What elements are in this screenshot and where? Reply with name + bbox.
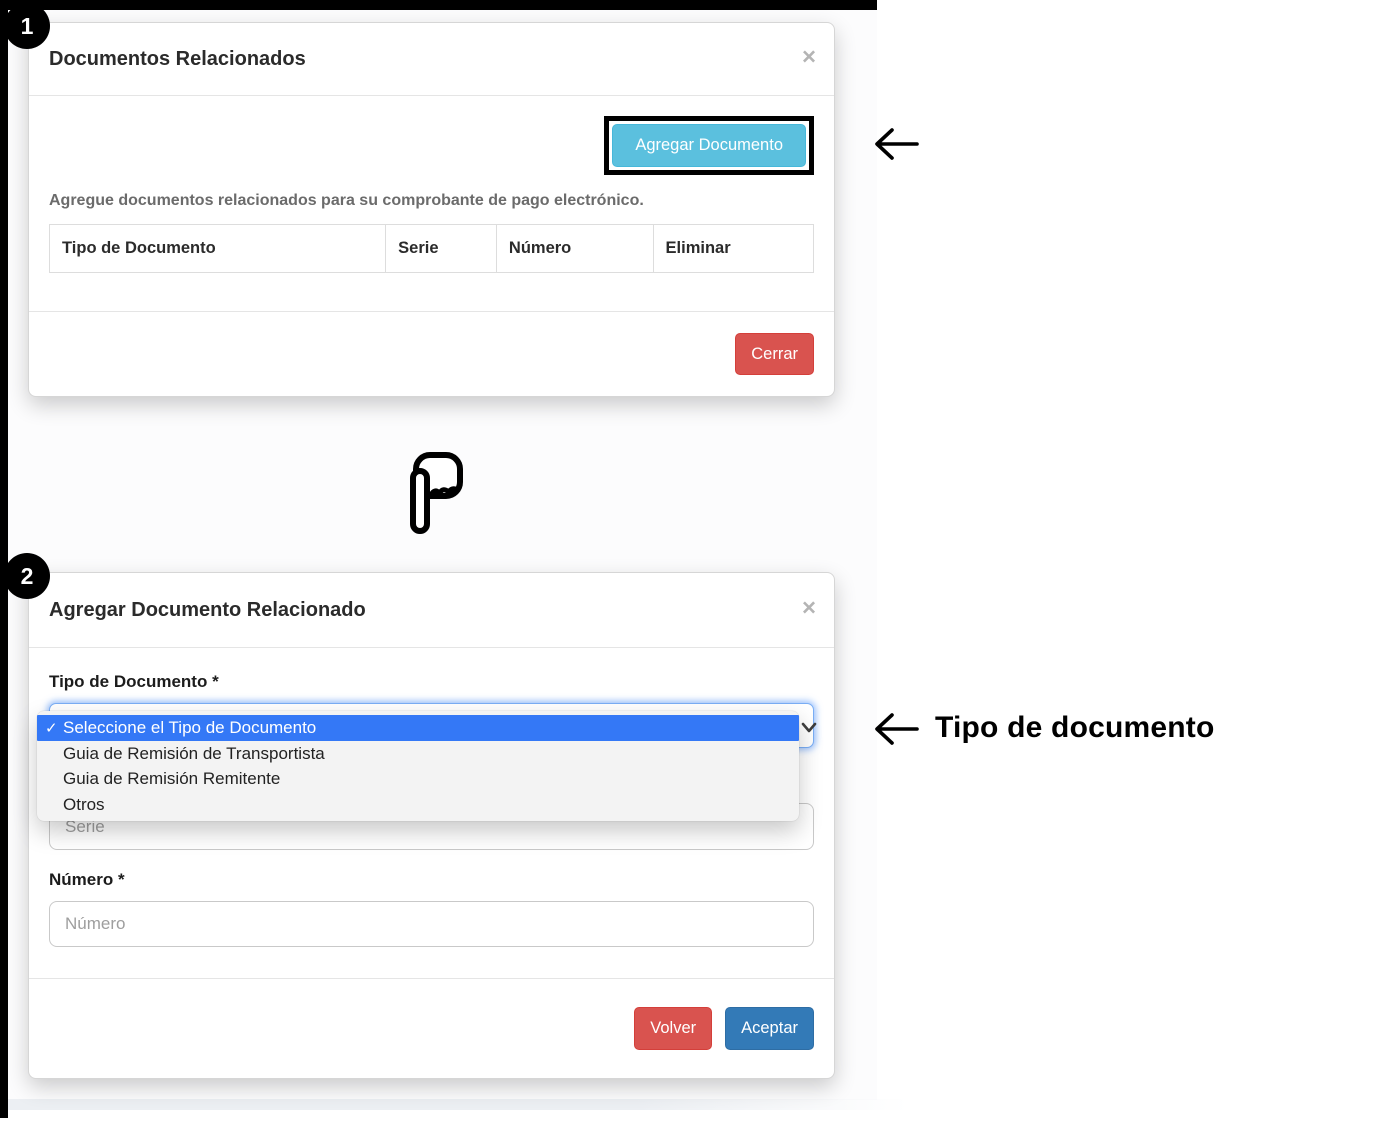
documentos-relacionados-modal [28, 22, 835, 397]
dropdown-option-guia-remitente[interactable]: Guia de Remisión Remitente [63, 769, 281, 788]
add-document-row [49, 116, 814, 175]
step-badge-2: 2 [4, 553, 50, 599]
top-black-bar [0, 0, 877, 10]
modal1-footer [29, 311, 834, 396]
step-badge-1: 1 [4, 3, 50, 49]
bottom-edge-strip [8, 1099, 908, 1110]
chevron-down-icon [799, 715, 819, 739]
dropdown-option-seleccione[interactable]: ✓ Seleccione el Tipo de Documento [37, 715, 799, 741]
related-documents-table [49, 224, 814, 273]
column-header-tipo: Tipo de Documento [50, 224, 386, 272]
volver-button[interactable]: Volver [634, 1007, 712, 1050]
agregar-documento-modal [28, 572, 835, 1079]
modal1-header [29, 23, 834, 96]
annotation-highlight-box [604, 116, 814, 175]
modal2-header [29, 573, 834, 648]
modal1-description: Agregue documentos relacionados para su comprobante de pago electrónico. [49, 191, 644, 209]
modal1-title: Documentos Relacionados [49, 47, 306, 70]
numero-input[interactable] [49, 901, 814, 947]
cerrar-button[interactable]: Cerrar [735, 333, 814, 376]
modal2-footer [29, 978, 834, 1078]
numero-label: Número * [49, 870, 125, 889]
agregar-documento-button[interactable]: Agregar Documento [612, 124, 806, 167]
aceptar-button[interactable]: Aceptar [725, 1007, 814, 1050]
table-header-row [50, 224, 814, 272]
modal2-title: Agregar Documento Relacionado [49, 598, 366, 621]
close-icon[interactable]: × [801, 594, 816, 622]
left-black-bar [0, 0, 8, 1118]
dropdown-option-otros[interactable]: Otros [63, 794, 105, 814]
column-header-numero: Número [496, 224, 653, 272]
close-icon[interactable]: × [801, 43, 816, 71]
tipo-de-documento-annotation: Tipo de documento [935, 711, 1215, 744]
hand-pointing-down-icon [396, 450, 468, 536]
left-arrow-icon [872, 122, 920, 166]
column-header-eliminar: Eliminar [653, 224, 813, 272]
tipo-de-documento-label: Tipo de Documento * [49, 672, 219, 691]
modal1-body [29, 96, 834, 311]
column-header-serie: Serie [386, 224, 497, 272]
checkmark-icon: ✓ [45, 720, 58, 737]
tipo-documento-dropdown-popup [37, 711, 799, 821]
dropdown-option-guia-transportista[interactable]: Guia de Remisión de Transportista [63, 743, 325, 763]
left-arrow-icon [872, 707, 920, 751]
